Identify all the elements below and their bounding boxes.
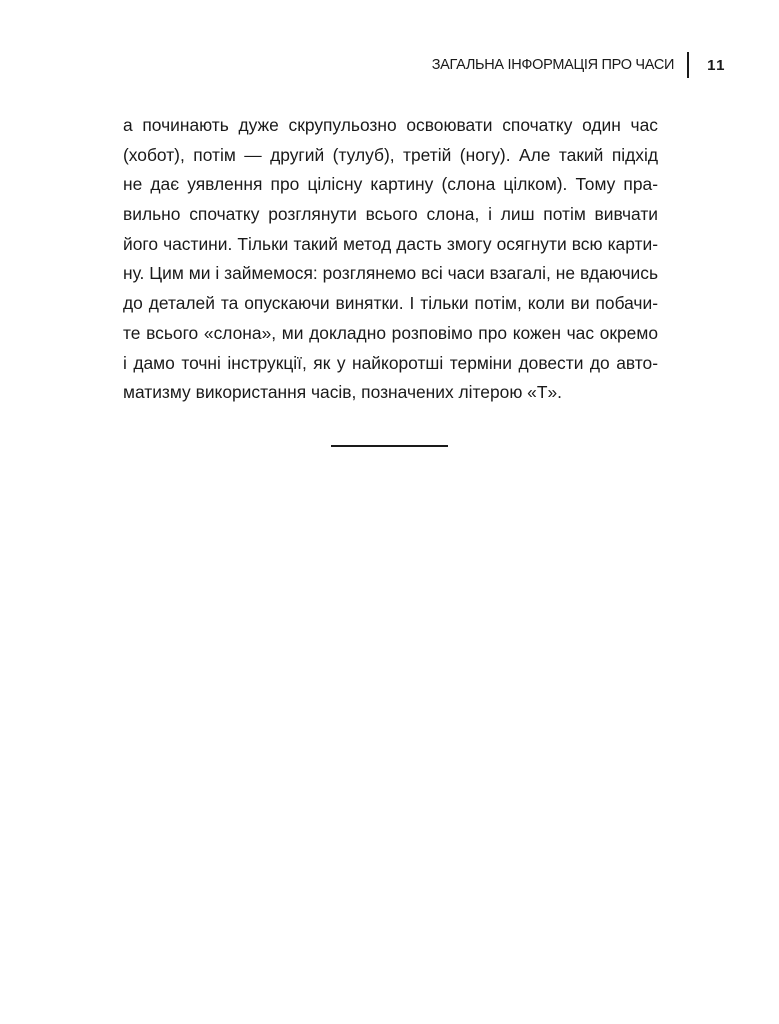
running-head [432, 52, 726, 78]
section-separator [331, 445, 448, 447]
text-line: до деталей та опускаючи винятки. І тільки потім, коли ви побачи- [123, 293, 658, 314]
text-line: те всього «слона», ми докладно розповімо про кожен час окремо [123, 322, 658, 343]
header-divider [687, 52, 689, 78]
text-line: його частини. Тільки такий метод дасть змогу осягнути всю карти- [123, 233, 658, 254]
text-line: ну. Цим ми і займемося: розглянемо всі часи взагалі, не вдаючись [123, 263, 658, 284]
text-line: (хобот), потім — другий (тулуб), третій (ногу). Але такий підхід [123, 144, 658, 165]
text-line: а починають дуже скрупульозно освоювати спочатку один час [123, 115, 658, 135]
text-line: матизму використання часів, позначених літерою «T». [123, 382, 562, 403]
text-line: і дамо точні інструкції, як у найкоротші терміни довести до авто- [123, 352, 658, 373]
text-line: не дає уявлення про цілісну картину (слона цілком). Тому пра- [123, 174, 658, 195]
body-paragraph [123, 111, 658, 408]
running-title: ЗАГАЛЬНА ІНФОРМАЦІЯ ПРО ЧАСИ [431, 57, 675, 73]
text-line: вильно спочатку розглянути всього слона, і лиш потім вивчати [123, 204, 658, 225]
page-number: 11 [707, 56, 726, 74]
